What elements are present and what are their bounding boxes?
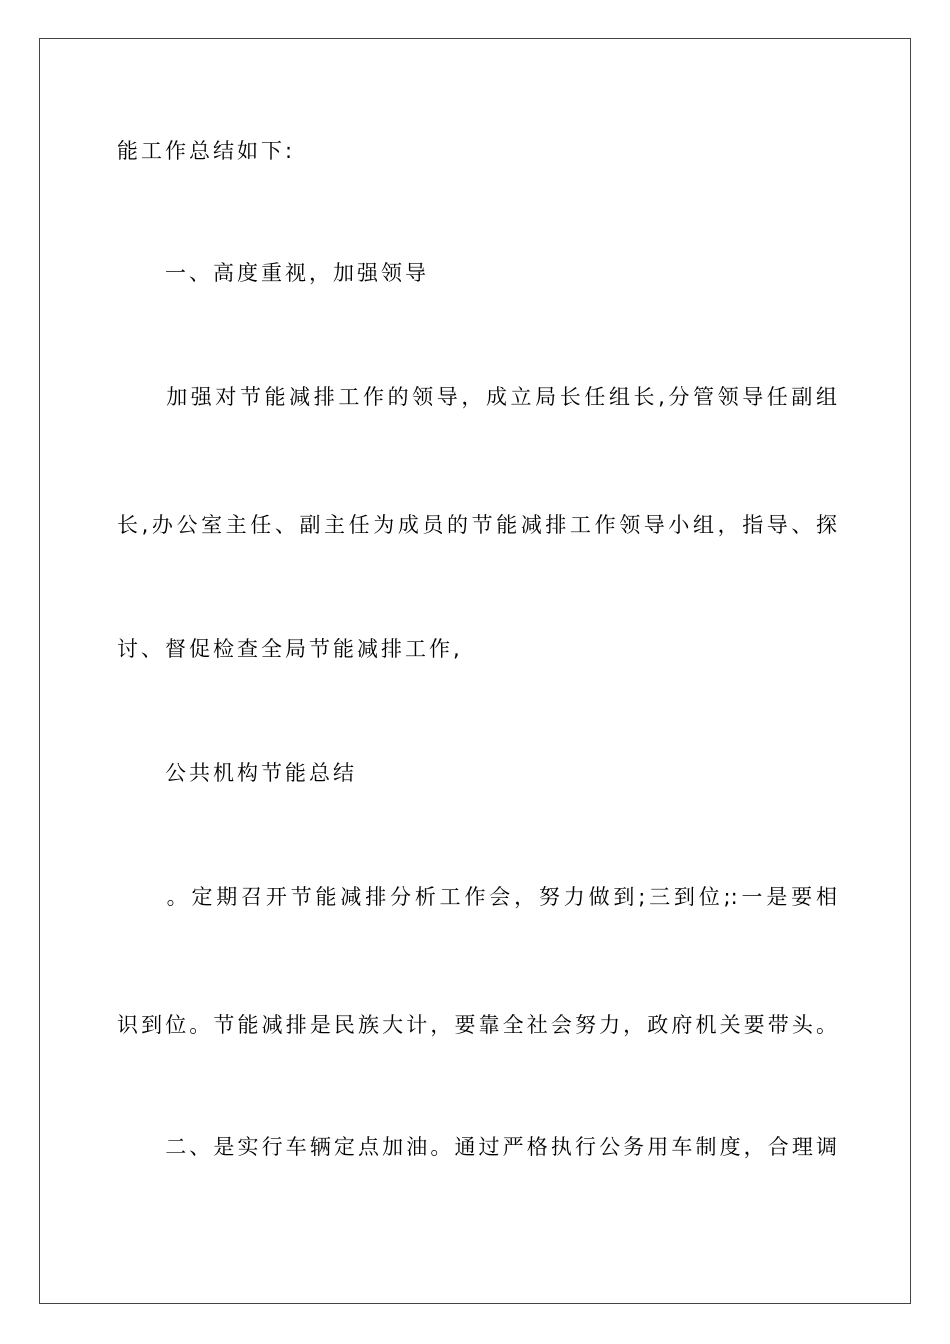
text-line-8: 识到位。节能减排是民族大计，要靠全社会努力，政府机关要带头。 [117,1013,837,1037]
text-line-3: 加强对节能减排工作的领导，成立局长任组长,分管领导任副组 [117,385,837,409]
text-line-5: 讨、督促检查全局节能减排工作, [117,637,463,661]
text-line-1: 能工作总结如下: [117,139,296,163]
section-heading-2: 二、是实行车辆定点加油。通过严格执行公务用车制度，合理调 [117,1135,837,1159]
section-heading-1: 一、高度重视，加强领导 [117,261,429,285]
text-line-6: 公共机构节能总结 [117,761,357,785]
page-border [39,38,911,1304]
text-line-7: 。定期召开节能减排分析工作会，努力做到;三到位;:一是要相 [117,885,837,909]
text-line-4: 长,办公室主任、副主任为成员的节能减排工作领导小组，指导、探 [117,513,837,537]
